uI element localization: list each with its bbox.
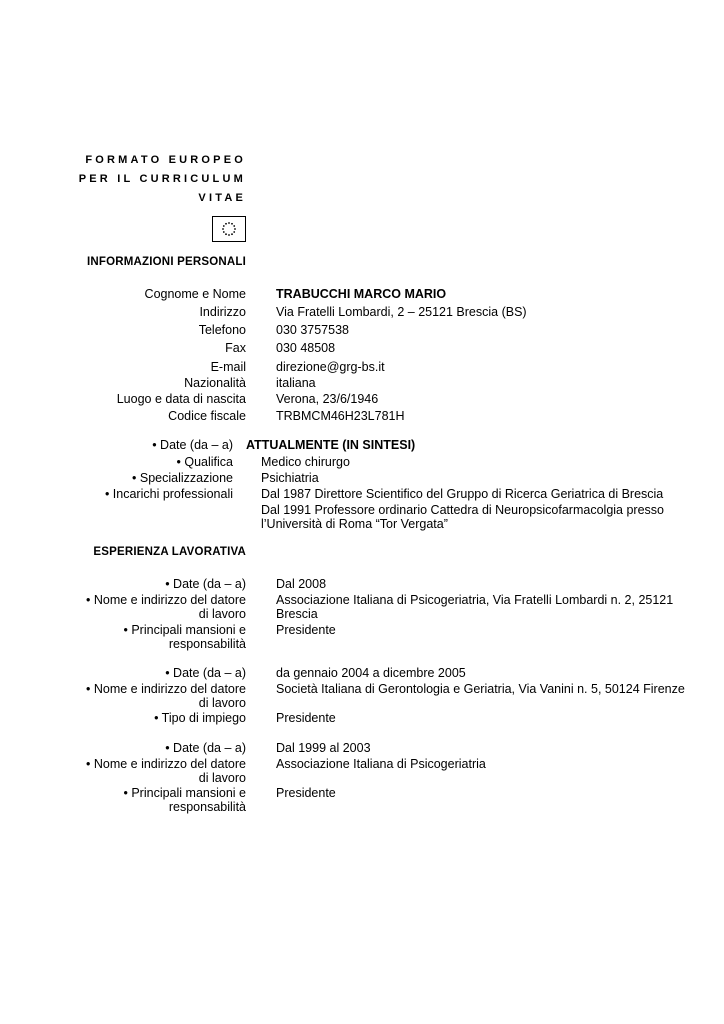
label-exp1-role-1: • Principali mansioni e [123, 623, 246, 637]
title-line-3: VITAE [198, 192, 246, 204]
label-specializzazione: • Specializzazione [132, 471, 233, 485]
value-exp2-date: da gennaio 2004 a dicembre 2005 [276, 666, 466, 680]
value-nazionalita: italiana [276, 376, 316, 390]
value-exp2-employer-1: Società Italiana di Gerontologia e Geriatria, Via Vanini n. 5, 50124 Firenze [276, 682, 685, 696]
label-codice-fiscale: Codice fiscale [168, 409, 246, 423]
value-exp1-date: Dal 2008 [276, 577, 327, 591]
value-summary-date: ATTUALMENTE (IN SINTESI) [246, 438, 416, 452]
value-incarichi-2a: Dal 1991 Professore ordinario Cattedra di Neuropsicofarmacolgia presso [261, 503, 664, 517]
label-indirizzo: Indirizzo [199, 305, 246, 319]
label-fax: Fax [225, 341, 246, 355]
value-codice-fiscale: TRBMCM46H23L781H [276, 409, 405, 423]
eu-flag-logo [212, 216, 246, 242]
label-exp3-date: • Date (da – a) [165, 741, 246, 755]
value-indirizzo: Via Fratelli Lombardi, 2 – 25121 Brescia (BS) [276, 305, 527, 319]
value-telefono: 030 3757538 [276, 323, 349, 337]
value-incarichi-1: Dal 1987 Direttore Scientifico del Gruppo di Ricerca Geriatrica di Brescia [261, 487, 664, 501]
label-exp2-employer-2: di lavoro [198, 696, 246, 710]
label-exp2-date: • Date (da – a) [165, 666, 246, 680]
value-exp3-role: Presidente [276, 786, 336, 800]
label-telefono: Telefono [198, 323, 246, 337]
value-exp1-employer-1: Associazione Italiana di Psicogeriatria, Via Fratelli Lombardi n. 2, 25121 [276, 593, 674, 607]
section-title-personal: INFORMAZIONI PERSONALI [86, 256, 246, 268]
label-exp2-employer-1: • Nome e indirizzo del datore [85, 682, 246, 696]
value-exp3-employer-1: Associazione Italiana di Psicogeriatria [276, 757, 486, 771]
cv-title [6, 151, 246, 208]
value-exp1-employer-2: Brescia [276, 607, 318, 621]
label-exp3-employer-2: di lavoro [198, 771, 246, 785]
label-exp1-date: • Date (da – a) [165, 577, 246, 591]
value-nascita: Verona, 23/6/1946 [276, 392, 379, 406]
label-exp1-employer-1: • Nome e indirizzo del datore [85, 593, 246, 607]
label-exp1-employer-2: di lavoro [198, 607, 246, 621]
label-incarichi: • Incarichi professionali [104, 487, 233, 501]
label-exp3-employer-1: • Nome e indirizzo del datore [85, 757, 246, 771]
section-title-experience: ESPERIENZA LAVORATIVA [93, 546, 246, 558]
label-cognome: Cognome e Nome [144, 287, 246, 301]
value-incarichi-2b: l’Università di Roma “Tor Vergata” [261, 517, 448, 531]
label-summary-date: • Date (da – a) [152, 438, 233, 452]
value-exp2-role: Presidente [276, 711, 336, 725]
value-exp1-role: Presidente [276, 623, 336, 637]
value-specializzazione: Psichiatria [261, 471, 319, 485]
label-exp3-role-2: responsabilità [168, 800, 246, 814]
label-qualifica: • Qualifica [176, 455, 233, 469]
label-exp3-role-1: • Principali mansioni e [123, 786, 246, 800]
label-nascita: Luogo e data di nascita [116, 392, 246, 406]
value-cognome: TRABUCCHI MARCO MARIO [276, 287, 447, 301]
value-exp3-date: Dal 1999 al 2003 [276, 741, 371, 755]
value-fax: 030 48508 [276, 341, 336, 355]
label-nazionalita: Nazionalità [184, 376, 246, 390]
value-qualifica: Medico chirurgo [261, 455, 350, 469]
label-email: E-mail [210, 360, 246, 374]
label-exp1-role-2: responsabilità [168, 637, 246, 651]
label-exp2-role-1: • Tipo di impiego [154, 711, 246, 725]
title-line-1: FORMATO EUROPEO [85, 154, 246, 166]
value-email[interactable]: direzione@grg-bs.it [276, 360, 385, 374]
title-line-2: PER IL CURRICULUM [78, 173, 246, 185]
